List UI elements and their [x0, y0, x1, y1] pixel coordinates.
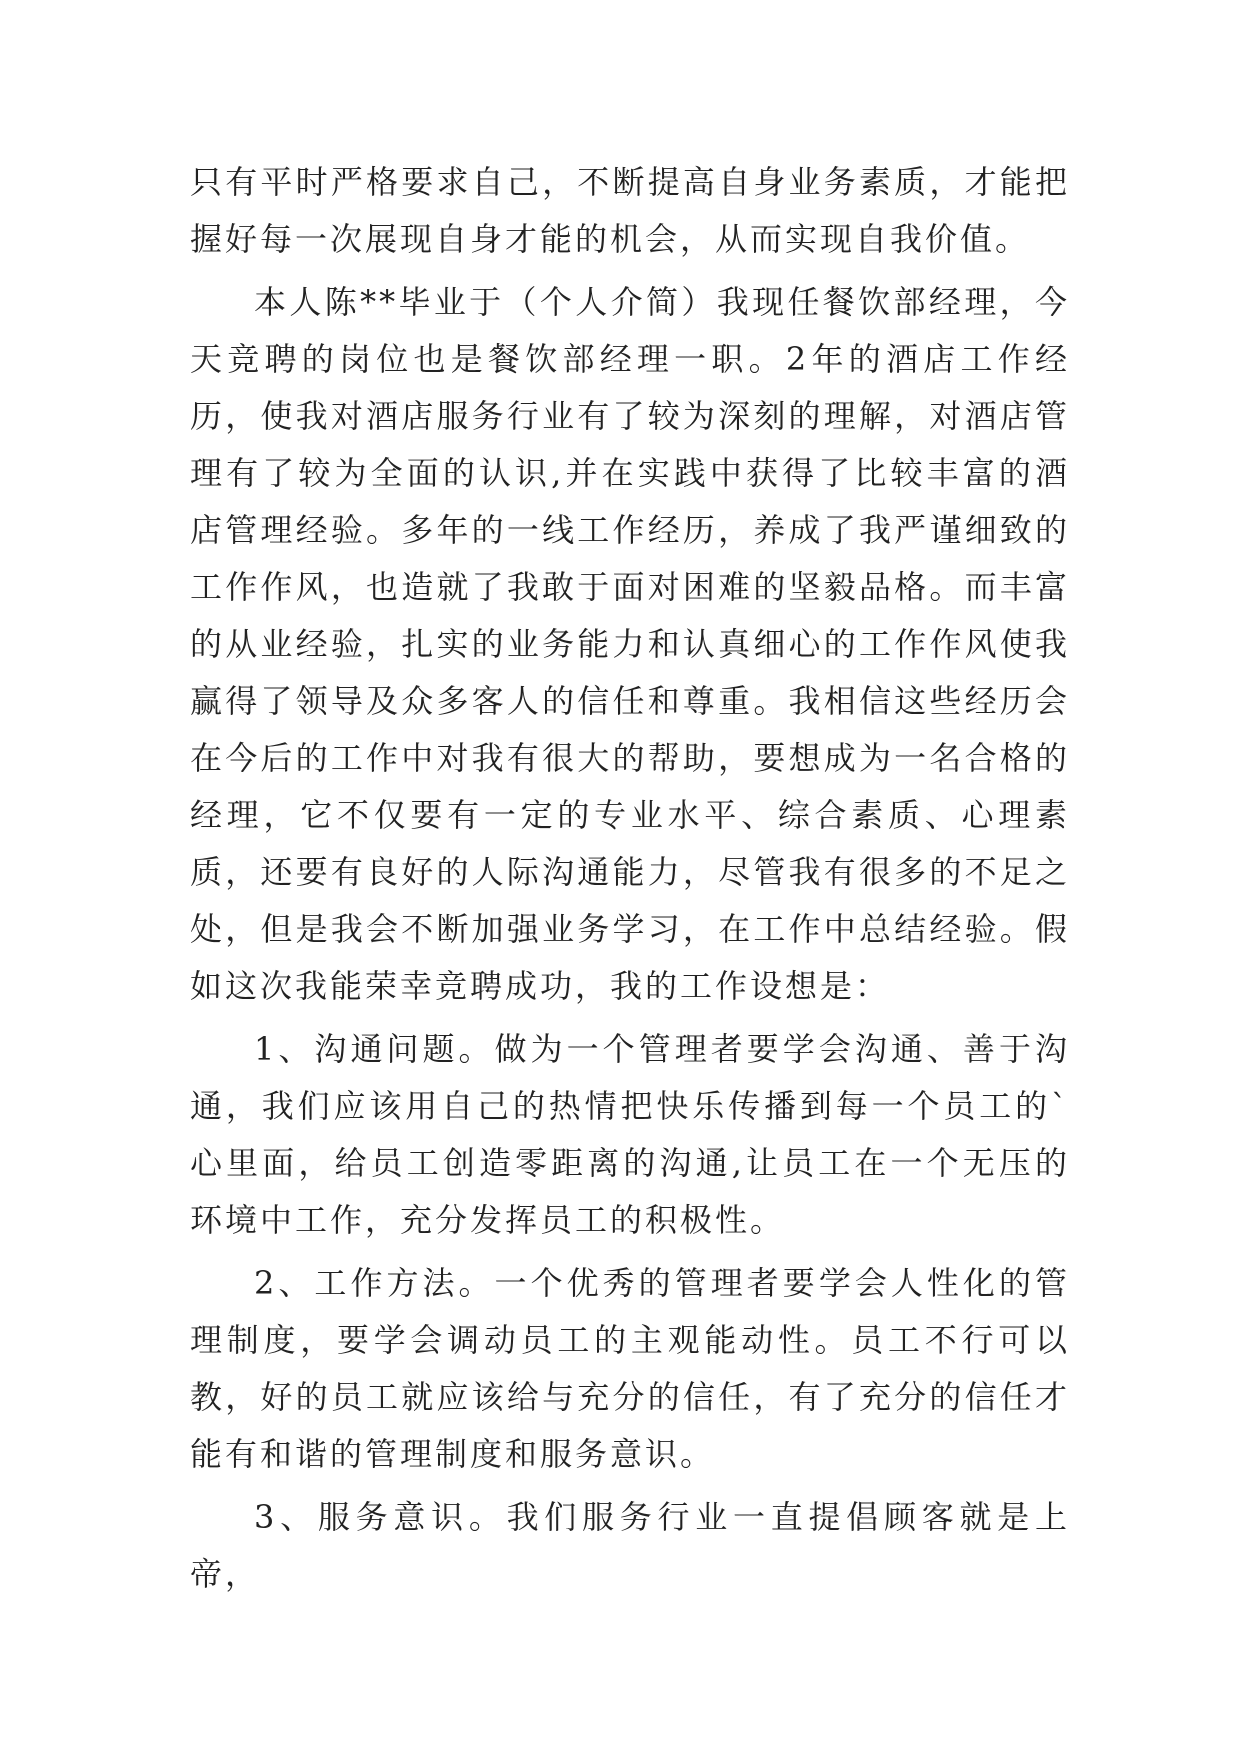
paragraph-service-awareness: 3、服务意识。我们服务行业一直提倡顾客就是上帝，	[190, 1498, 1070, 1593]
paragraph-continuation: 只有平时严格要求自己，不断提高自身业务素质，才能把握好每一次展现自身才能的机会，从而实现自我价值。	[190, 163, 1070, 258]
paragraph-communication: 1、沟通问题。做为一个管理者要学会沟通、善于沟通，我们应该用自己的热情把快乐传播到每一个员工的`心里面，给员工创造零距离的沟通,让员工在一个无压的环境中工作，充分发挥员工的积极性。	[190, 1030, 1070, 1239]
document-body	[190, 154, 1070, 1603]
paragraph-self-introduction: 本人陈**毕业于（个人介简）我现任餐饮部经理，今天竞聘的岗位也是餐饮部经理一职。2年的酒店工作经历，使我对酒店服务行业有了较为深刻的理解，对酒店管理有了较为全面的认识,并在实践中获得了比较丰富的酒店管理经验。多年的一线工作经历，养成了我严谨细致的工作作风，也造就了我敢于面对困难的坚毅品格。而丰富的从业经验，扎实的业务能力和认真细心的工作作风使我赢得了领导及众多客人的信任和尊重。我相信这些经历会在今后的工作中对我有很大的帮助，要想成为一名合格的经理，它不仅要有一定的专业水平、综合素质、心理素质，还要有良好的人际沟通能力，尽管我有很多的不足之处，但是我会不断加强业务学习，在工作中总结经验。假如这次我能荣幸竞聘成功，我的工作设想是：	[190, 283, 1070, 1005]
paragraph-work-method: 2、工作方法。一个优秀的管理者要学会人性化的管理制度，要学会调动员工的主观能动性。员工不行可以教，好的员工就应该给与充分的信任，有了充分的信任才能有和谐的管理制度和服务意识。	[190, 1264, 1070, 1473]
